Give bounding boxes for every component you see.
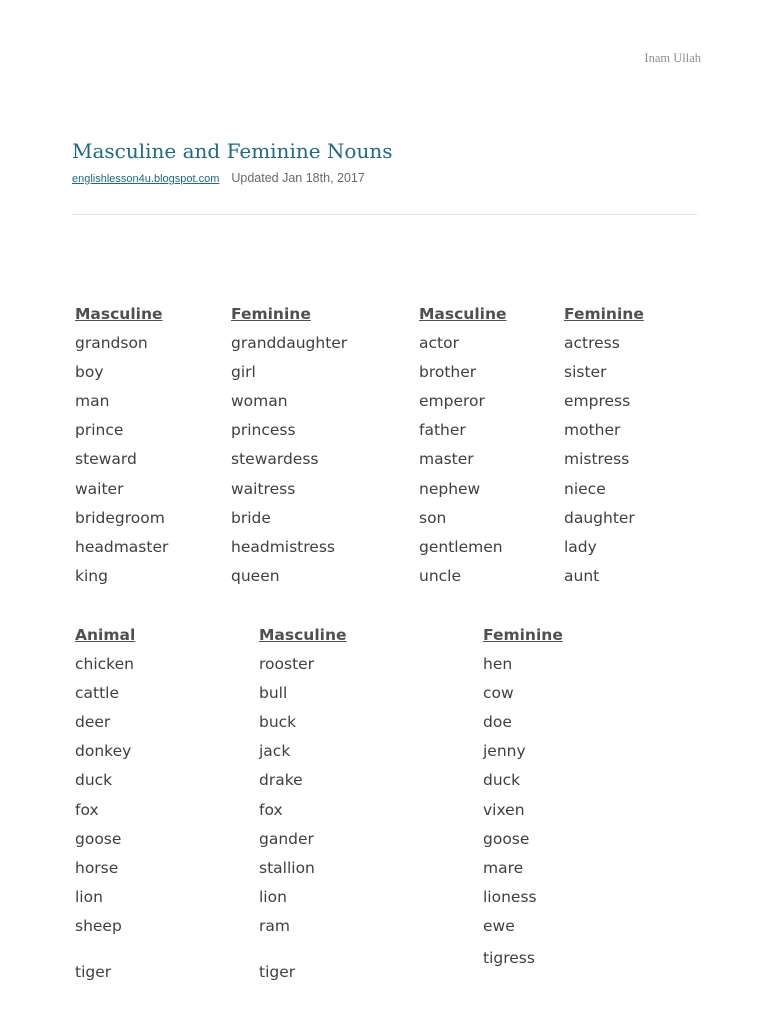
list-item: lion [259,887,287,906]
list-item: duck [483,771,521,790]
list-item: stewardess [231,450,319,469]
list-item: chicken [75,655,134,674]
list-item: emperor [419,392,485,411]
list-item: brother [419,363,477,382]
column-header: Masculine [75,305,163,323]
list-item: duck [75,771,113,790]
list-item: tiger [259,963,296,982]
list-item: headmistress [231,537,335,556]
list-item: bridegroom [75,508,165,527]
author-name: Inam Ullah [644,51,701,65]
table1-column-3 [419,300,507,591]
list-item: waiter [75,479,124,498]
list-item: mistress [564,450,630,469]
list-item: ewe [483,916,515,935]
list-item: goose [483,829,530,848]
list-item: buck [259,713,297,732]
list-item: cattle [75,684,120,703]
list-item: rooster [259,655,315,674]
source-link[interactable]: englishlesson4u.blogspot.com [72,173,220,185]
list-item: sister [564,363,607,382]
table2-column-animal [75,621,135,987]
column-header: Animal [75,626,136,644]
list-item: gander [259,829,314,848]
list-item: daughter [564,508,635,527]
list-item: goose [75,829,122,848]
updated-date: Updated Jan 18th, 2017 [231,171,365,185]
column-header: Masculine [259,626,347,644]
list-item: girl [231,363,256,382]
list-item: granddaughter [231,334,348,353]
table1-column-4 [564,300,644,591]
divider [72,214,697,215]
table2-column-masculine [259,621,347,987]
list-item: waitress [231,479,296,498]
column-header: Masculine [419,305,507,323]
column-header: Feminine [564,305,644,323]
column-header: Feminine [483,626,563,644]
list-item: headmaster [75,537,169,556]
list-item: steward [75,450,137,469]
list-item: stallion [259,858,315,877]
table1-column-2 [231,300,347,591]
list-item: mare [483,858,524,877]
list-item: lion [75,887,103,906]
list-item: drake [259,771,303,790]
list-item: son [419,508,447,527]
list-item: uncle [419,566,462,585]
list-item: actress [564,334,620,353]
document-meta [72,171,365,185]
list-item: ram [259,916,290,935]
table1-column-1 [75,300,168,591]
list-item: mother [564,421,621,440]
list-item: nephew [419,479,481,498]
list-item: man [75,392,110,411]
list-item: princess [231,421,296,440]
list-item: bride [231,508,271,527]
list-item: donkey [75,742,132,761]
list-item: lady [564,537,597,556]
list-item: empress [564,392,631,411]
list-item: deer [75,713,111,732]
list-item: woman [231,392,288,411]
column-header: Feminine [231,305,311,323]
list-item: fox [75,800,99,819]
list-item: gentlemen [419,537,503,556]
list-item: master [419,450,474,469]
list-item: father [419,421,466,440]
list-item: tigress [483,949,535,968]
list-item: hen [483,655,513,674]
list-item: bull [259,684,288,703]
list-item: queen [231,566,280,585]
list-item: sheep [75,916,122,935]
list-item: king [75,566,108,585]
list-item: prince [75,421,124,440]
list-item: doe [483,713,512,732]
table2-column-feminine [483,621,563,973]
list-item: jenny [483,742,526,761]
list-item: grandson [75,334,148,353]
list-item: actor [419,334,459,353]
list-item: niece [564,479,606,498]
list-item: vixen [483,800,525,819]
list-item: fox [259,800,283,819]
page-title: Masculine and Feminine Nouns [72,139,393,163]
list-item: horse [75,858,119,877]
list-item: lioness [483,887,537,906]
list-item: jack [259,742,291,761]
list-item: tiger [75,963,112,982]
list-item: boy [75,363,104,382]
list-item: cow [483,684,514,703]
list-item: aunt [564,566,600,585]
